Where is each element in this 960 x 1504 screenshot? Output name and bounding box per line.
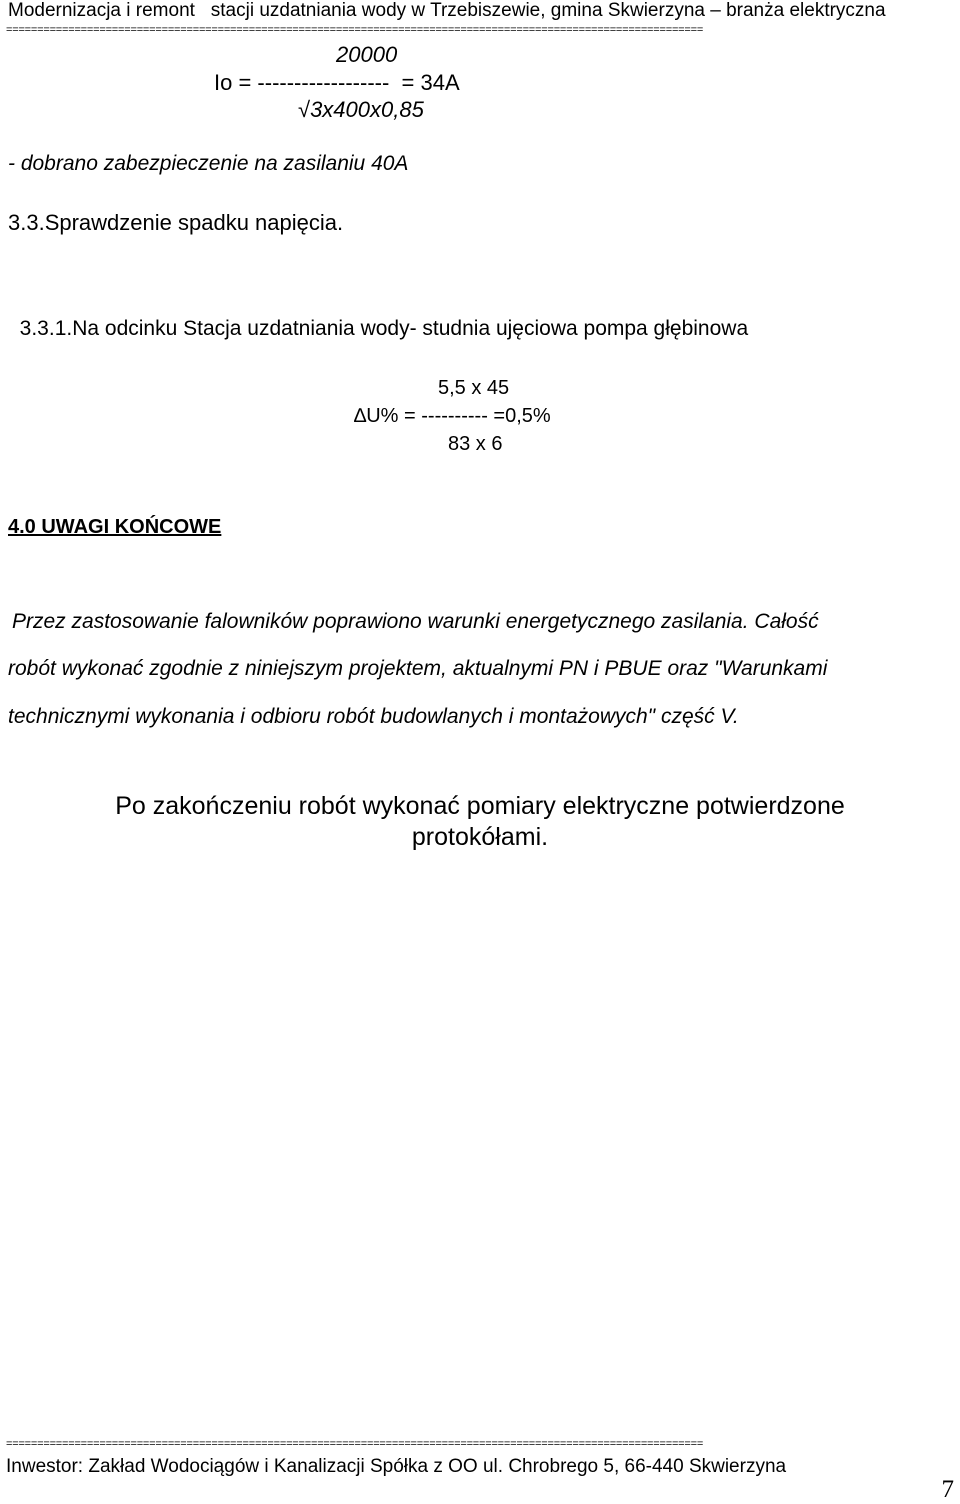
current-formula-denominator: √3x400x0,85	[298, 97, 424, 122]
section-3-3-heading: 3.3.Sprawdzenie spadku napięcia.	[8, 210, 344, 235]
footer-rule: ================================================================================================================	[6, 1438, 704, 1450]
page-number: 7	[941, 1476, 954, 1503]
document-header-title: Modernizacja i remont stacji uzdatniania wody w Trzebiszewie, gmina Skwierzyna – branża elektryczna	[8, 0, 886, 21]
paragraph-line-1: Przez zastosowanie falowników poprawiono warunki energetycznego zasilania. Całość	[12, 610, 819, 633]
header-rule: ================================================================================================================	[6, 24, 704, 36]
footer-investor: Inwestor: Zakład Wodociągów i Kanalizacji Spółka z OO ul. Chrobrego 5, 66-440 Skwierzyna	[6, 1456, 787, 1477]
current-formula-line: Io = ------------------ = 34A	[214, 70, 460, 95]
current-formula-numerator: 20000	[336, 42, 398, 67]
final-note-line-2: protokółami.	[411, 823, 549, 851]
paragraph-line-2: robót wykonać zgodnie z niniejszym projektem, aktualnymi PN i PBUE oraz "Warunkami	[8, 657, 828, 680]
paragraph-line-3: technicznymi wykonania i odbioru robót budowlanych i montażowych" część V.	[8, 705, 739, 728]
final-note-line-1: Po zakończeniu robót wykonać pomiary elektryczne potwierdzone	[115, 792, 845, 820]
section-4-heading: 4.0 UWAGI KOŃCOWE	[8, 516, 222, 538]
drop-formula-denominator: 83 x 6	[448, 433, 503, 455]
drop-formula-numerator: 5,5 x 45	[438, 377, 510, 399]
fuse-note: - dobrano zabezpieczenie na zasilaniu 40A	[8, 152, 409, 175]
section-3-3-1-text: 3.3.1.Na odcinku Stacja uzdatniania wody- studnia ujęciowa pompa głębinowa	[19, 317, 749, 340]
section-3-3-1-heading	[8, 293, 748, 341]
drop-formula-line: ∆U% = ---------- =0,5%	[354, 405, 551, 427]
